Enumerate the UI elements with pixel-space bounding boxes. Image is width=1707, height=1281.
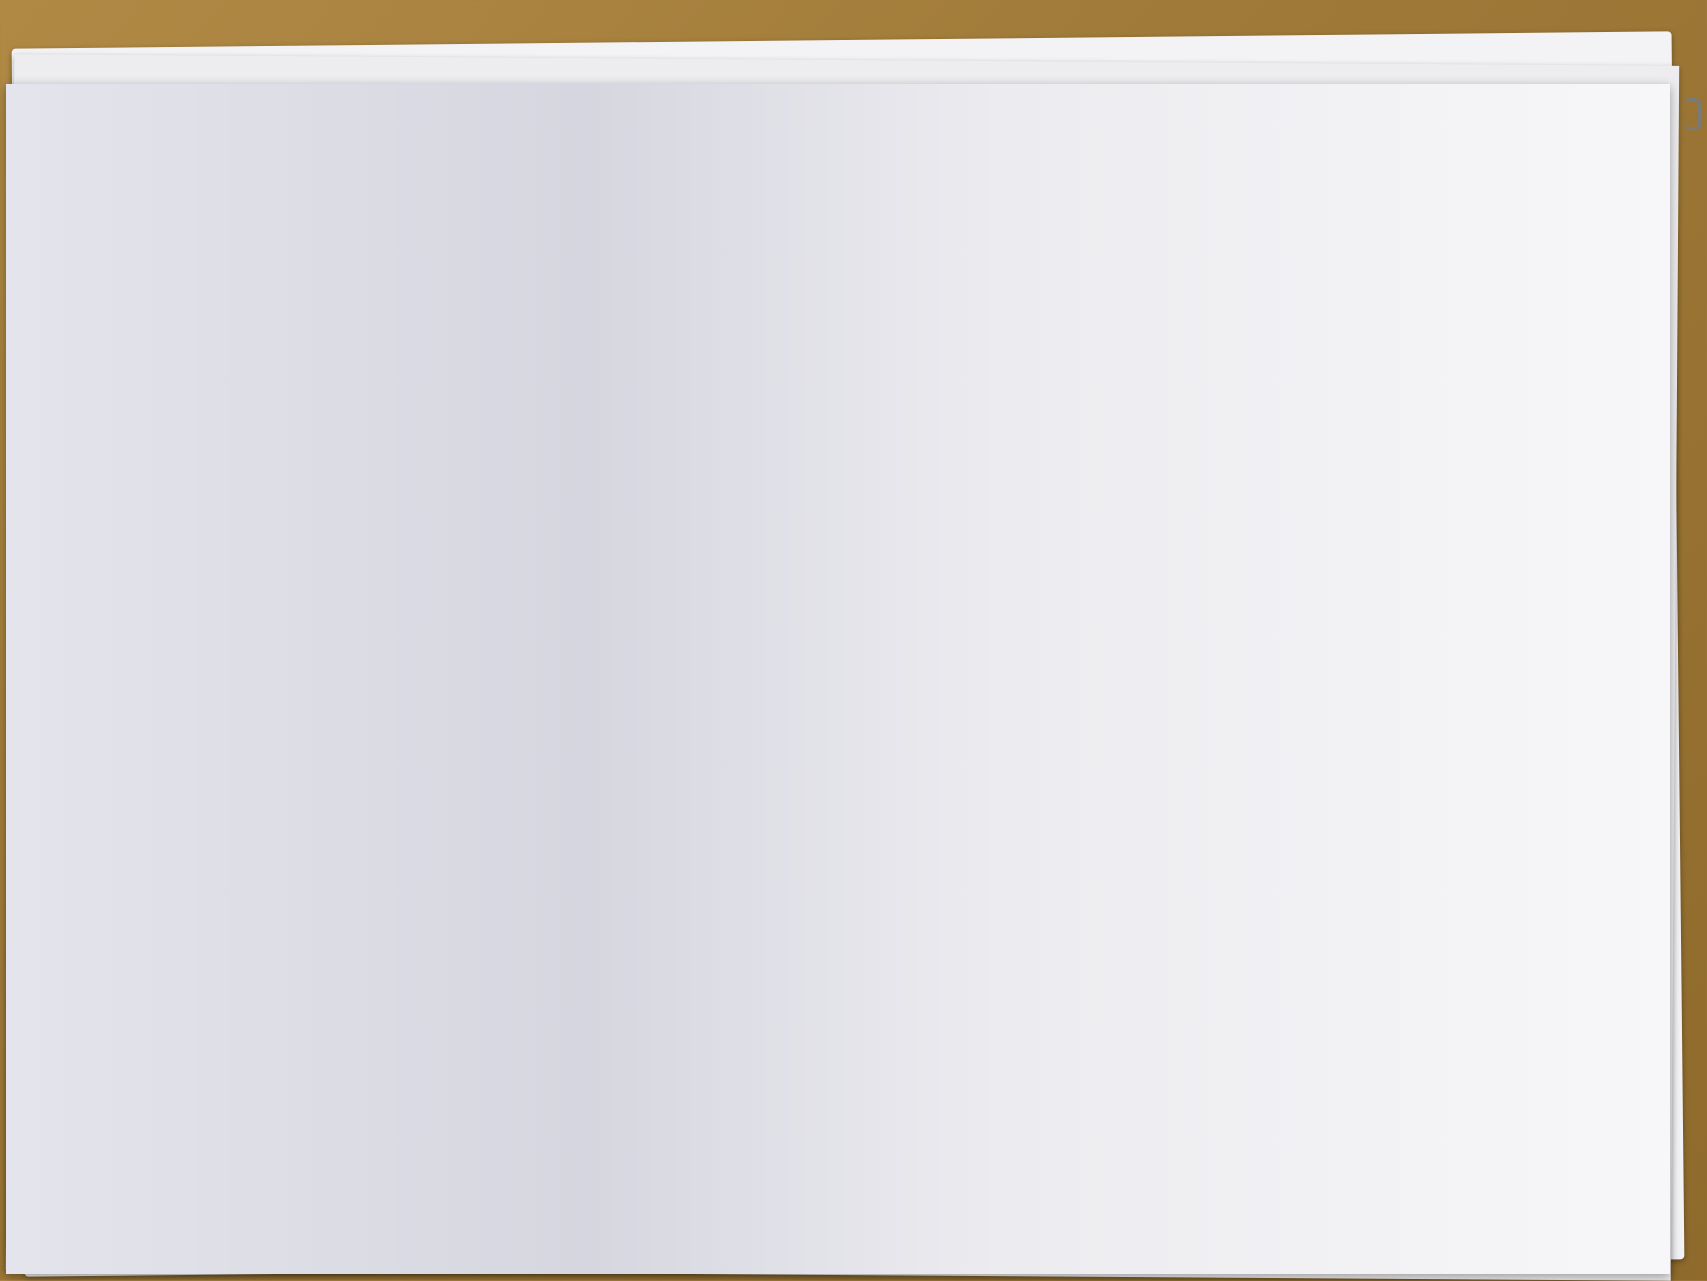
binder-clip: [1684, 98, 1701, 130]
document-page: [1654, 124, 1670, 1264]
document-sheet: [6, 84, 1670, 1274]
